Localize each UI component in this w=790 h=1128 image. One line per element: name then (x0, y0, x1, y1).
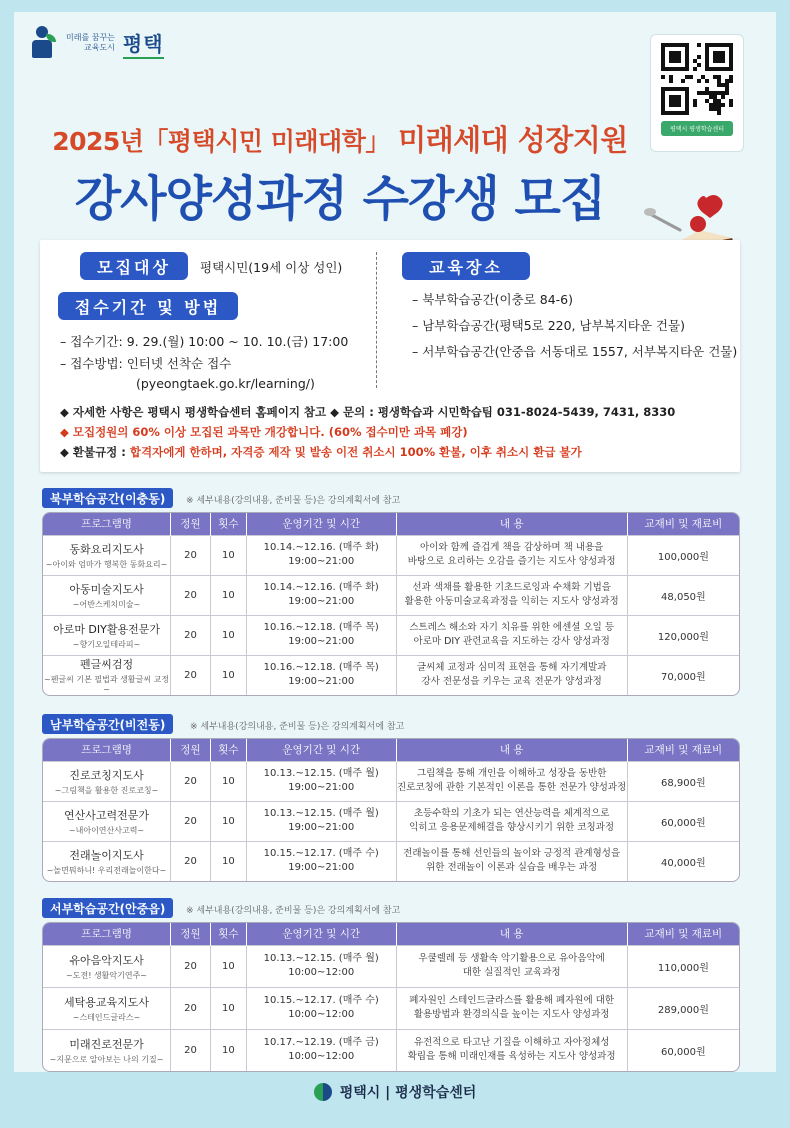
program-subtitle: ~지문으로 알아보는 나의 기질~ (49, 1054, 164, 1064)
column-header: 정원 (171, 739, 211, 761)
column-header: 내 용 (396, 739, 627, 761)
capacity: 20 (184, 589, 197, 601)
table-row (43, 655, 739, 695)
section-note: ※ 세부내용(강의내용, 준비물 등)은 강의계획서에 참고 (186, 496, 401, 506)
table-cell (171, 761, 211, 801)
session-count: 10 (222, 1044, 235, 1056)
subtitle (0, 118, 680, 159)
capacity: 20 (184, 1002, 197, 1014)
info-box (40, 240, 740, 472)
period-date: 10.15.~12.17. (매주 수) (263, 995, 379, 1006)
fee: 70,000원 (661, 671, 706, 683)
table-cell (627, 575, 739, 615)
description-line: 스트레스 해소와 자기 치유를 위한 에센셜 오일 등 (409, 622, 614, 633)
table-cell (627, 945, 739, 987)
period-date: 10.14.~12.16. (매주 화) (263, 542, 379, 553)
table-cell (43, 761, 171, 801)
table-row (43, 841, 739, 881)
description-line: 활용방법과 환경의식을 높이는 지도사 양성과정 (413, 1009, 610, 1020)
program-subtitle: ~스테인드글라스~ (72, 1012, 141, 1022)
table-row (43, 987, 739, 1029)
session-count: 10 (222, 669, 235, 681)
session-count: 10 (222, 775, 235, 787)
fee: 120,000원 (657, 631, 709, 643)
table-cell (43, 575, 171, 615)
table-cell (171, 987, 211, 1029)
qr-caption: 평택시 평생학습센터 (661, 121, 733, 136)
capacity: 20 (184, 855, 197, 867)
note-refund-prefix: ◆ 환불규정 : (60, 445, 130, 459)
table-row (43, 575, 739, 615)
fee: 40,000원 (661, 857, 706, 869)
program-subtitle: ~내아이연산사고력~ (68, 825, 145, 835)
period-date: 10.16.~12.18. (매주 목) (263, 662, 379, 674)
section-note: ※ 세부내용(강의내용, 준비물 등)은 강의계획서에 참고 (190, 722, 405, 732)
qr-code-icon (661, 43, 733, 115)
table-cell (171, 945, 211, 987)
footer-logo-icon (314, 1083, 332, 1101)
note-refund (60, 444, 582, 460)
column-header: 운영기간 및 시간 (246, 513, 396, 535)
period-time: 19:00~21:00 (288, 822, 355, 833)
description-line: 익히고 응용문제해결을 향상시키기 위한 코칭과정 (409, 822, 615, 833)
period-label: 접수기간 및 방법 (58, 292, 238, 320)
capacity: 20 (184, 960, 197, 972)
table-cell (627, 987, 739, 1029)
logo-sub-1: 미래를 꿈꾸는 (66, 33, 115, 42)
table-cell (396, 801, 627, 841)
fee: 110,000원 (657, 962, 709, 974)
logo-sub-2: 교육도시 (84, 43, 115, 52)
session-count: 10 (222, 855, 235, 867)
column-header: 횟수 (210, 513, 246, 535)
table-cell (43, 1029, 171, 1071)
fee: 60,000원 (661, 817, 706, 829)
program-subtitle: ~향기오일테라피~ (72, 639, 141, 649)
program-name: 아로마 DIY활용전문가 (53, 622, 160, 636)
period-time: 10:00~12:00 (288, 1009, 355, 1020)
table-cell (43, 945, 171, 987)
column-header: 내 용 (396, 513, 627, 535)
capacity: 20 (184, 815, 197, 827)
table-cell (246, 535, 396, 575)
description-line: 아로마 DIY 관련교육을 지도하는 강사 양성과정 (413, 636, 610, 647)
table-cell (627, 841, 739, 881)
fee: 289,000원 (657, 1004, 709, 1016)
table-cell (396, 575, 627, 615)
session-count: 10 (222, 629, 235, 641)
table-cell (171, 655, 211, 695)
description-line: 활용한 아동미술교육과정을 익히는 지도사 양성과정 (404, 596, 619, 607)
table-cell (210, 615, 246, 655)
program-name: 전래놀이지도사 (69, 848, 144, 862)
place-3: – 서부학습공간(안중읍 서동대로 1557, 서부복지타운 건물) (412, 344, 738, 359)
fee: 100,000원 (657, 551, 709, 563)
table-cell (171, 575, 211, 615)
program-name: 펜글씨검정 (79, 658, 134, 672)
program-table (42, 922, 740, 1072)
period-time: 10:00~12:00 (288, 967, 355, 978)
table-cell (210, 801, 246, 841)
table-cell (396, 535, 627, 575)
table-cell (627, 535, 739, 575)
period-date: 10.17.~12.19. (매주 금) (263, 1037, 379, 1049)
description-line: 바탕으로 요리하는 오감을 즐기는 지도사 양성과정 (407, 556, 616, 567)
section-note: ※ 세부내용(강의내용, 준비물 등)은 강의계획서에 참고 (186, 906, 401, 916)
period-date: 10.13.~12.15. (매주 월) (263, 768, 379, 779)
program-name: 진로코칭지도사 (69, 768, 144, 782)
table-cell (43, 987, 171, 1029)
note-minimum: ◆ 모집정원의 60% 이상 모집된 과목만 개강합니다. (60% 접수미만 과목 폐강) (60, 425, 468, 439)
table-cell (43, 841, 171, 881)
period-time: 19:00~21:00 (288, 596, 355, 607)
table-cell (627, 615, 739, 655)
table-cell (171, 615, 211, 655)
description-line: 진로코칭에 관한 기본적인 이론을 통한 전문가 양성과정 (397, 782, 627, 793)
table-cell (627, 655, 739, 695)
period-date: 10.15.~12.17. (매주 수) (263, 848, 379, 860)
program-subtitle: ~도전! 생활악기연주~ (66, 970, 148, 980)
subtitle-main: 미래세대 성장지원 (398, 123, 628, 157)
capacity: 20 (184, 549, 197, 561)
period-time: 10:00~12:00 (288, 1051, 355, 1063)
table-cell (246, 655, 396, 695)
period-time: 19:00~21:00 (288, 676, 355, 688)
table-cell (171, 841, 211, 881)
method-line: – 접수방법: 인터넷 선착순 접수 (60, 356, 232, 371)
table-cell (396, 761, 627, 801)
table-cell (246, 945, 396, 987)
description-line: 유전적으로 타고난 기질을 이해하고 자아정체성 (413, 1037, 610, 1049)
column-header: 프로그램명 (43, 739, 171, 761)
description-line: 확립을 통해 미래인재를 육성하는 지도사 양성과정 (407, 1051, 616, 1063)
description-line: 우쿨렐레 등 생활속 악기활용으로 유아음악에 (418, 953, 605, 964)
table-cell (396, 655, 627, 695)
note-contact: ◆ 자세한 사항은 평택시 평생학습센터 홈페이지 참고 ◆ 문의 : 평생학습과 시민학습팀 031-8024-5439, 7431, 8330 (60, 405, 676, 419)
method-url[interactable]: (pyeongtaek.go.kr/learning/) (136, 376, 315, 391)
table-cell (171, 1029, 211, 1071)
description-line: 그림책을 통해 개인을 이해하고 성장을 동반한 (416, 768, 607, 779)
program-table (42, 738, 740, 882)
table-cell (246, 841, 396, 881)
table-cell (210, 945, 246, 987)
note-refund-text: 합격자에게 한하며, 자격증 제작 및 발송 이전 취소시 100% 환불, 이후 취소시 환급 불가 (129, 445, 582, 459)
subtitle-prefix: 2025년「평택시민 미래대학」 (52, 127, 390, 156)
table-cell (171, 801, 211, 841)
fee: 60,000원 (661, 1046, 706, 1058)
target-label: 모집대상 (80, 252, 188, 280)
period-date: 10.13.~12.15. (매주 월) (263, 808, 379, 819)
table-row (43, 535, 739, 575)
city-logo (30, 26, 164, 60)
period-time: 19:00~21:00 (288, 556, 355, 567)
table-cell (246, 615, 396, 655)
table-cell (210, 841, 246, 881)
column-header: 교재비 및 재료비 (627, 513, 739, 535)
table-cell (210, 761, 246, 801)
capacity: 20 (184, 775, 197, 787)
description-line: 위한 전래놀이 이론과 실습을 배우는 과정 (426, 862, 598, 874)
target-value: 평택시민(19세 이상 성인) (200, 260, 343, 275)
table-cell (43, 801, 171, 841)
session-count: 10 (222, 589, 235, 601)
description-line: 선과 색채를 활용한 기초드로잉과 수채화 기법을 (412, 582, 611, 593)
fee: 68,900원 (661, 777, 706, 789)
table-cell (396, 987, 627, 1029)
table-row (43, 761, 739, 801)
column-header: 교재비 및 재료비 (627, 923, 739, 945)
table-cell (627, 801, 739, 841)
column-header: 프로그램명 (43, 923, 171, 945)
program-subtitle: ~아이와 엄마가 행복한 동화요리~ (45, 559, 168, 569)
footer-text: 평택시 | 평생학습센터 (339, 1085, 477, 1101)
period-line: – 접수기간: 9. 29.(월) 10:00 ~ 10. 10.(금) 17:00 (60, 334, 349, 349)
column-header: 교재비 및 재료비 (627, 739, 739, 761)
program-subtitle: ~그림책을 활용한 진로코칭~ (54, 785, 159, 795)
table-cell (210, 535, 246, 575)
period-time: 19:00~21:00 (288, 636, 355, 647)
section-title: 서부학습공간(안중읍) (42, 898, 173, 918)
description-line: 초등수학의 기초가 되는 연산능력을 체계적으로 (413, 808, 610, 819)
session-count: 10 (222, 960, 235, 972)
description-line: 글씨체 교정과 심미적 표현을 통해 자기계발과 (416, 662, 607, 674)
program-subtitle: ~펜글씨 기본 필법과 생활글씨 교정~ (44, 675, 170, 695)
session-count: 10 (222, 815, 235, 827)
program-name: 연산사고력전문가 (64, 808, 150, 822)
table-cell (246, 761, 396, 801)
table-cell (246, 575, 396, 615)
capacity: 20 (184, 1044, 197, 1056)
table-row (43, 801, 739, 841)
table-cell (246, 987, 396, 1029)
description-line: 대한 실질적인 교육과정 (462, 967, 561, 978)
logo-main: 평택 (123, 28, 164, 59)
program-table (42, 512, 740, 696)
table-cell (171, 535, 211, 575)
program-name: 유아음악지도사 (69, 953, 144, 967)
table-row (43, 615, 739, 655)
program-name: 동화요리지도사 (69, 542, 144, 556)
place-1: – 북부학습공간(이충로 84-6) (412, 292, 573, 307)
table-cell (43, 615, 171, 655)
session-count: 10 (222, 1002, 235, 1014)
period-date: 10.16.~12.18. (매주 목) (263, 622, 379, 633)
table-row (43, 945, 739, 987)
table-cell (210, 655, 246, 695)
column-header: 프로그램명 (43, 513, 171, 535)
page-title: 강사양성과정 수강생 모집 (74, 171, 606, 227)
place-2: – 남부학습공간(평택5로 220, 남부복지타운 건물) (412, 318, 685, 333)
program-name: 미래진로전문가 (69, 1037, 144, 1051)
program-subtitle: ~놀면뭐하니! 우리전래놀이한다~ (46, 865, 167, 875)
divider (376, 252, 377, 388)
table-cell (210, 987, 246, 1029)
table-cell (396, 1029, 627, 1071)
logo-person-icon (30, 26, 58, 60)
session-count: 10 (222, 549, 235, 561)
footer (14, 1072, 776, 1112)
table-cell (43, 535, 171, 575)
capacity: 20 (184, 629, 197, 641)
column-header: 운영기간 및 시간 (246, 923, 396, 945)
program-name: 아동미술지도사 (69, 582, 144, 596)
column-header: 횟수 (210, 923, 246, 945)
program-name: 세탁용교육지도사 (64, 995, 150, 1009)
description-line: 아이와 함께 즐겁게 책을 감상하며 책 내용을 (420, 542, 604, 553)
column-header: 정원 (171, 513, 211, 535)
period-date: 10.14.~12.16. (매주 화) (263, 582, 379, 593)
table-cell (396, 841, 627, 881)
table-cell (627, 761, 739, 801)
table-cell (246, 801, 396, 841)
fee: 48,050원 (661, 591, 706, 603)
table-cell (246, 1029, 396, 1071)
column-header: 운영기간 및 시간 (246, 739, 396, 761)
section-title: 북부학습공간(이충동) (42, 488, 173, 508)
table-cell (43, 655, 171, 695)
column-header: 정원 (171, 923, 211, 945)
description-line: 전래놀이를 통해 선인들의 놀이와 긍정적 관계형성을 (403, 848, 621, 860)
place-label: 교육장소 (402, 252, 530, 280)
table-cell (396, 615, 627, 655)
column-header: 횟수 (210, 739, 246, 761)
program-subtitle: ~어반스케치미술~ (72, 599, 141, 609)
period-time: 19:00~21:00 (288, 862, 355, 874)
section-title: 남부학습공간(비전동) (42, 714, 173, 734)
table-cell (627, 1029, 739, 1071)
description-line: 강사 전문성을 키우는 교육 전문가 양성과정 (421, 676, 602, 688)
period-time: 19:00~21:00 (288, 782, 355, 793)
table-cell (210, 575, 246, 615)
capacity: 20 (184, 669, 197, 681)
table-cell (396, 945, 627, 987)
table-row (43, 1029, 739, 1071)
table-cell (210, 1029, 246, 1071)
description-line: 폐자원인 스테인드글라스를 활용해 폐자원에 대한 (409, 995, 615, 1006)
period-date: 10.13.~12.15. (매주 월) (263, 953, 379, 964)
column-header: 내 용 (396, 923, 627, 945)
